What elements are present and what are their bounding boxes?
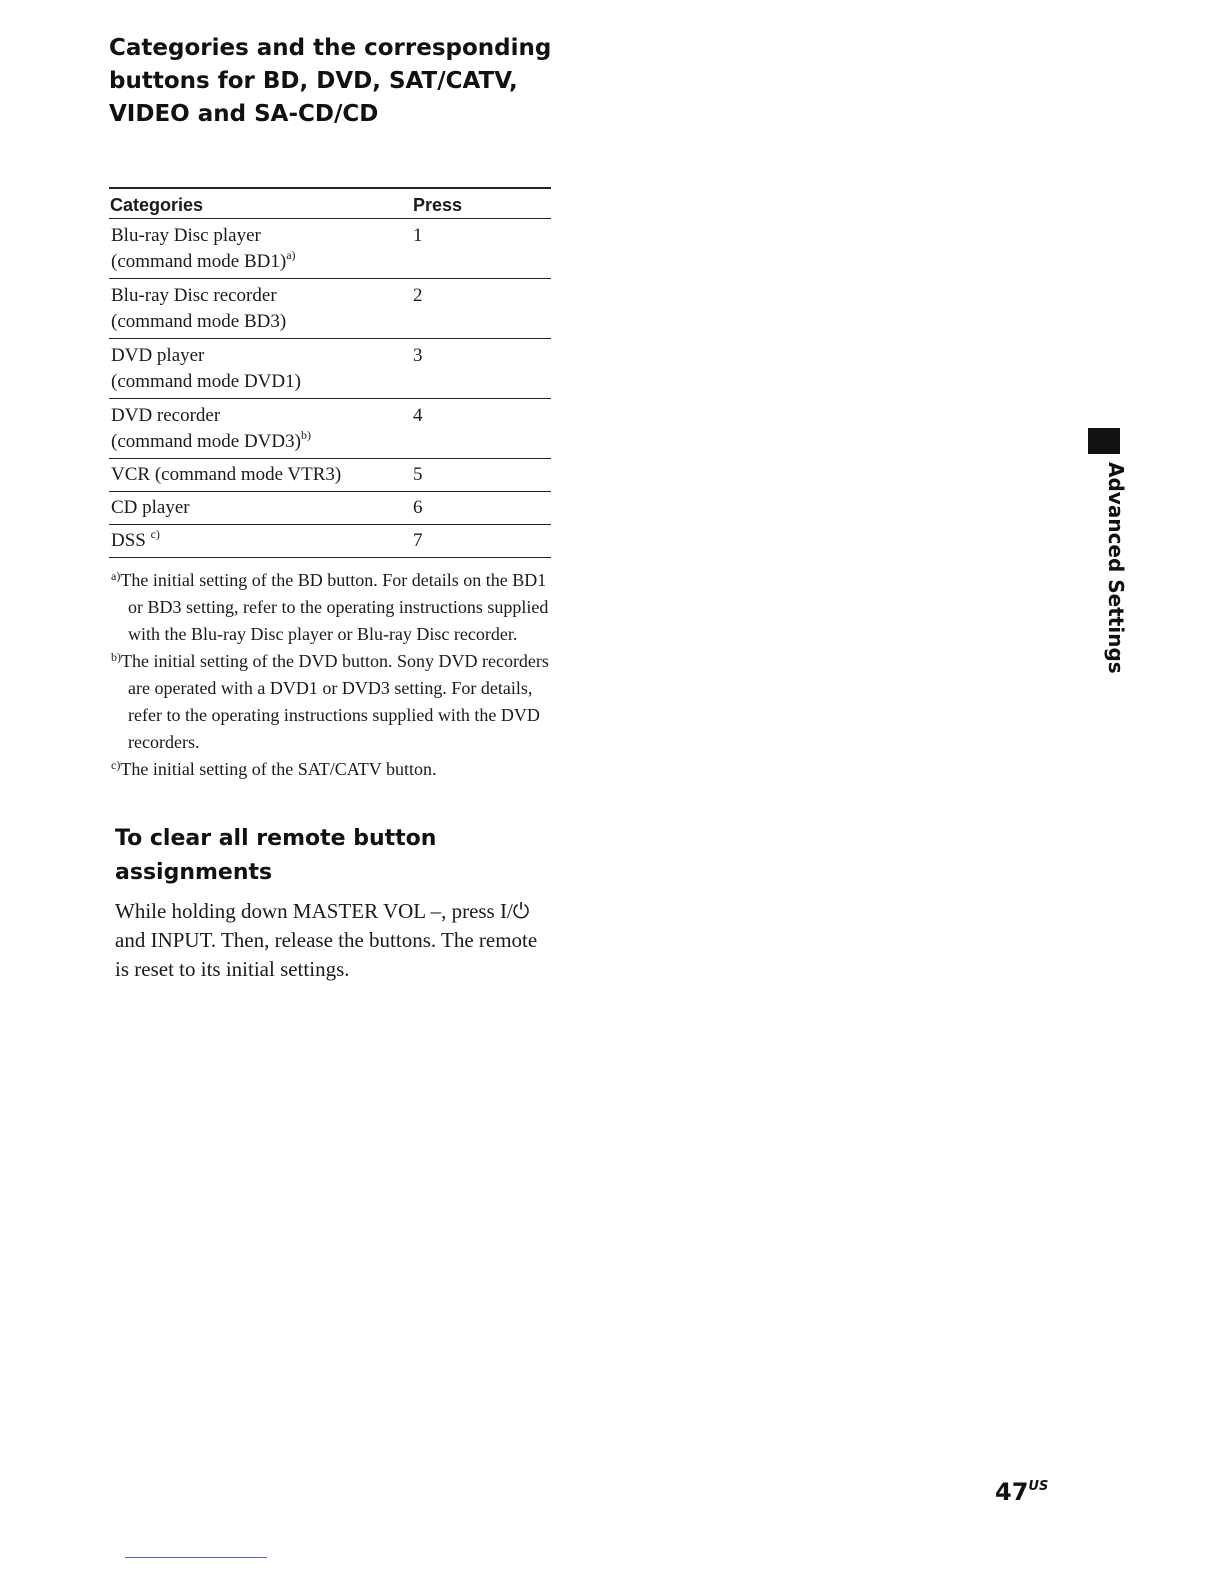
category-name: Blu-ray Disc recorder: [111, 285, 277, 306]
footnote-marker: a): [111, 569, 121, 583]
category-name: DSS: [111, 530, 151, 551]
page-number: [995, 1478, 1048, 1506]
press-cell: 1: [413, 219, 551, 279]
press-cell: 2: [413, 279, 551, 339]
footnote: [111, 756, 556, 783]
body-text-end: and INPUT. Then, release the buttons. The remote is reset to its initial settings.: [115, 928, 538, 981]
press-cell: 5: [413, 459, 551, 492]
footnote: [111, 648, 556, 756]
category-name: Blu-ray Disc player: [111, 225, 261, 246]
table-row: [109, 525, 551, 558]
press-cell: 3: [413, 339, 551, 399]
footnote-marker: c): [111, 758, 121, 772]
category-cell: [109, 339, 413, 399]
category-name: VCR (command mode VTR3): [111, 464, 342, 485]
category-cell: [109, 399, 413, 459]
press-cell: 6: [413, 492, 551, 525]
footnote-text: The initial setting of the DVD button. Sony DVD recorders are operated with a DVD1 or DVD3 setting. For details, refer to the operating instructions supplied with the DVD recorders.: [121, 651, 549, 752]
category-name: DVD recorder: [111, 405, 221, 426]
table-row: [109, 492, 551, 525]
section-heading: Categories and the corresponding buttons for BD, DVD, SAT/CATV, VIDEO and SA-CD/CD: [109, 35, 552, 127]
categories-table: [109, 187, 551, 558]
footnote-ref: b): [300, 428, 311, 442]
power-icon: I/⏻: [499, 899, 530, 923]
body-text-start: While holding down MASTER VOL –, press: [115, 899, 500, 923]
category-cell: [109, 459, 413, 492]
category-mode: (command mode DVD1): [111, 371, 301, 392]
table-row: [109, 339, 551, 399]
footnote-marker: b): [111, 650, 121, 664]
category-name: CD player: [111, 497, 190, 518]
category-cell: [109, 279, 413, 339]
table-header-row: [109, 188, 551, 219]
side-section-label: Advanced Settings: [1104, 462, 1128, 674]
category-mode: (command mode BD1): [111, 251, 287, 272]
category-cell: [109, 219, 413, 279]
table-row: [109, 459, 551, 492]
category-cell: [109, 492, 413, 525]
column-header-press: Press: [413, 188, 551, 219]
subheading: To clear all remote button assignments: [115, 826, 437, 885]
table-row: [109, 279, 551, 339]
footnote-text: The initial setting of the SAT/CATV button.: [120, 759, 437, 779]
footnote-ref: a): [286, 248, 296, 262]
body-paragraph: [115, 897, 555, 984]
footnote: [111, 567, 556, 648]
category-mode: (command mode BD3): [111, 311, 287, 332]
page-number-suffix: US: [1028, 1479, 1049, 1494]
side-tab-marker: [1088, 428, 1120, 454]
category-mode: (command mode DVD3): [111, 431, 301, 452]
press-cell: 7: [413, 525, 551, 558]
category-cell: [109, 525, 413, 558]
column-header-categories: Categories: [109, 188, 413, 219]
page-number-value: 47: [995, 1478, 1029, 1506]
table-row: [109, 219, 551, 279]
footnotes: [111, 567, 556, 783]
press-cell: 4: [413, 399, 551, 459]
table-row: [109, 399, 551, 459]
footnote-ref: c): [150, 527, 160, 541]
category-name: DVD player: [111, 345, 205, 366]
footnote-text: The initial setting of the BD button. For details on the BD1 or BD3 setting, refer to the operating instructions supplied with the Blu-ray Disc player or Blu-ray Disc recorder.: [120, 570, 549, 644]
bottom-rule: [125, 1557, 267, 1558]
